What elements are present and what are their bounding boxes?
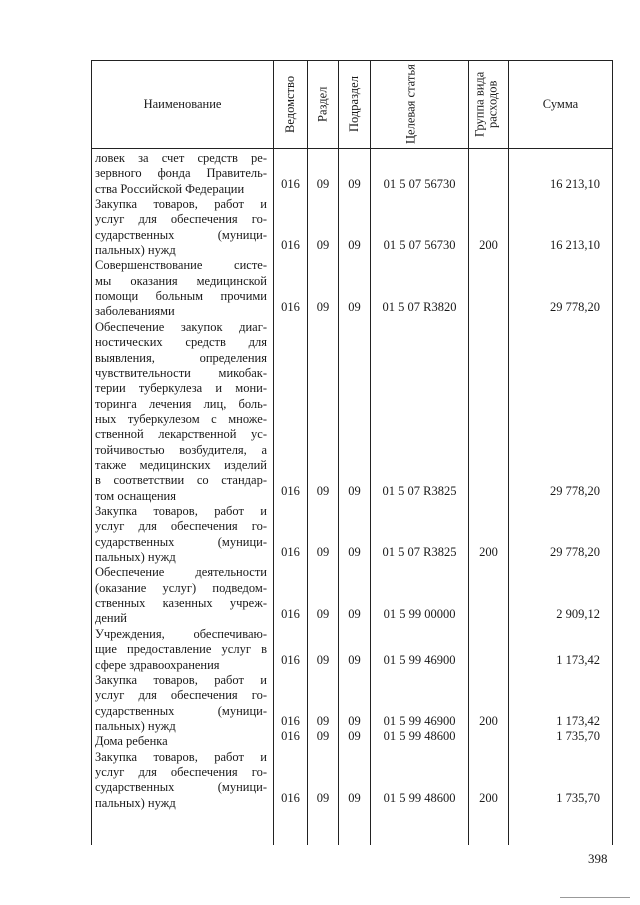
cell-sum: 29 778,20 (550, 483, 600, 498)
row-name-line: Закупка товаров, работ и (95, 197, 267, 212)
cell-group: 200 (479, 238, 498, 253)
cell-target: 01 5 99 46900 (383, 652, 456, 667)
row-name (95, 320, 267, 504)
header-target-text: Целевая статья (403, 64, 418, 145)
row-name-line: Совершенствование систе- (95, 258, 267, 273)
row-name (95, 151, 267, 197)
row-name (95, 627, 267, 673)
cell-section: 09 (316, 606, 330, 621)
cell-section: 09 (316, 713, 330, 728)
cell-subsection: 09 (348, 545, 361, 560)
row-name-line: дений (95, 611, 127, 626)
cell-target: 01 5 99 48600 (383, 790, 456, 805)
page-number: 398 (588, 851, 608, 866)
row-name-line: в соответствии со стандар- (95, 473, 267, 488)
cell-dept: 016 (281, 729, 300, 744)
row-name (95, 258, 267, 319)
row-name-line: чувствительности микобак- (95, 365, 267, 380)
cell-sum: 1 173,42 (556, 713, 600, 728)
cell-dept: 016 (281, 299, 300, 314)
cell-group: 200 (479, 790, 498, 805)
row-name (95, 673, 267, 734)
row-name-line: услуг для обеспечения го- (95, 519, 267, 534)
cell-subsection: 09 (348, 238, 361, 253)
cell-dept: 016 (281, 790, 300, 805)
row-name-line: ловек за счет средств ре- (95, 151, 267, 165)
row-name-line: пальных) нужд (95, 718, 176, 733)
cell-sum: 2 909,12 (556, 606, 600, 621)
cell-dept: 016 (281, 238, 300, 253)
cell-section: 09 (316, 483, 330, 498)
cell-sum: 29 778,20 (550, 299, 600, 314)
row-name-line: сударственных (муници- (95, 780, 267, 795)
header-sum (509, 61, 612, 148)
header-dept (274, 61, 307, 148)
cell-section: 09 (316, 729, 330, 744)
row-name-line: Обеспечение закупок диаг- (95, 319, 267, 334)
row-name-line: сударственных (муници- (95, 227, 267, 242)
cell-subsection: 09 (348, 713, 361, 728)
cell-target: 01 5 07 R3820 (382, 299, 457, 314)
row-name-line: услуг для обеспечения го- (95, 688, 267, 703)
row-name-line: пальных) нужд (95, 550, 176, 565)
cell-target: 01 5 07 56730 (383, 238, 456, 253)
row-name (95, 197, 267, 258)
header-section (308, 61, 338, 148)
cell-target: 01 5 99 46900 (383, 713, 456, 728)
col-border-0 (91, 60, 92, 845)
cell-sum: 1 173,42 (556, 652, 600, 667)
row-name-line: Обеспечение деятельности (95, 565, 267, 580)
row-name-line: зервного фонда Правитель- (95, 166, 267, 181)
footer-rule (560, 897, 630, 898)
cell-sum: 1 735,70 (556, 790, 600, 805)
row-name-line: услуг для обеспечения го- (95, 764, 267, 779)
row-name-line: ностических средств для (95, 335, 267, 350)
row-name-line: сударственных (муници- (95, 534, 267, 549)
cell-dept: 016 (281, 483, 300, 498)
cell-subsection: 09 (348, 299, 361, 314)
cell-subsection: 09 (348, 483, 361, 498)
header-subsection (339, 61, 370, 148)
row-name-line: Закупка товаров, работ и (95, 749, 267, 764)
cell-subsection: 09 (348, 606, 361, 621)
row-name-line: также медицинских изделий (95, 457, 267, 472)
cell-target: 01 5 99 48600 (383, 729, 456, 744)
cell-target: 01 5 99 00000 (383, 606, 456, 621)
cell-target: 01 5 07 R3825 (382, 483, 457, 498)
cell-target: 01 5 07 R3825 (382, 545, 457, 560)
cell-subsection: 09 (348, 729, 361, 744)
row-name-line: Закупка товаров, работ и (95, 504, 267, 519)
cell-group: 200 (479, 713, 498, 728)
row-name-line: пальных) нужд (95, 243, 176, 258)
cell-sum: 29 778,20 (550, 545, 600, 560)
cell-group: 200 (479, 545, 498, 560)
header-name (92, 61, 273, 148)
row-name (95, 504, 267, 565)
row-name (95, 750, 267, 811)
row-name-line: Дома ребенка (95, 734, 168, 749)
header-group (469, 61, 508, 148)
header-dept-text: Ведомство (283, 75, 297, 134)
cell-section: 09 (316, 238, 330, 253)
cell-section: 09 (316, 176, 330, 191)
header-subsection-text: Подраздел (347, 76, 361, 133)
header-name-text: Наименование (143, 97, 222, 111)
cell-subsection: 09 (348, 790, 361, 805)
cell-dept: 016 (281, 176, 300, 191)
row-name-line: торинга лечения лиц, боль- (95, 396, 267, 411)
header-group-text: Группа вида расходов (472, 71, 500, 138)
cell-dept: 016 (281, 713, 300, 728)
row-name-line: заболеваниями (95, 304, 175, 319)
row-name-line: сфере здравоохранения (95, 657, 220, 672)
row-name-line: ных туберкулезом с множе- (95, 411, 267, 426)
col-border-7 (612, 60, 613, 845)
header-sum-text: Сумма (542, 97, 579, 111)
row-name-line: мы оказания медицинской (95, 273, 267, 288)
row-name-line: помощи больным прочими (95, 289, 267, 304)
row-name-line: услуг для обеспечения го- (95, 212, 267, 227)
cell-sum: 16 213,10 (550, 238, 600, 253)
row-name-line: терии туберкулеза и мони- (95, 381, 267, 396)
header-section-text: Раздел (315, 86, 330, 123)
row-name-line: Закупка товаров, работ и (95, 672, 267, 687)
row-name-line: (оказание услуг) подведом- (95, 580, 267, 595)
cell-sum: 1 735,70 (556, 729, 600, 744)
header-bottom-border (91, 148, 613, 149)
row-name (95, 565, 267, 626)
cell-dept: 016 (281, 606, 300, 621)
cell-section: 09 (316, 652, 330, 667)
row-name-line: выявления, определения (95, 350, 267, 365)
row-name-line: тойчивостью возбудителя, а (95, 442, 267, 457)
cell-section: 09 (316, 790, 330, 805)
row-name-line: ства Российской Федерации (95, 181, 245, 196)
header-target (371, 61, 468, 148)
cell-section: 09 (316, 299, 330, 314)
cell-sum: 16 213,10 (550, 176, 600, 191)
cell-dept: 016 (281, 652, 300, 667)
cell-dept: 016 (281, 545, 300, 560)
row-name-line: щие предоставление услуг в (95, 642, 267, 657)
row-name-line: том оснащения (95, 488, 176, 503)
row-name (95, 734, 267, 749)
cell-target: 01 5 07 56730 (383, 176, 456, 191)
cell-section: 09 (316, 545, 330, 560)
row-name-line: сударственных (муници- (95, 703, 267, 718)
cell-subsection: 09 (348, 176, 361, 191)
cell-subsection: 09 (348, 652, 361, 667)
row-name-line: Учреждения, обеспечиваю- (95, 626, 267, 641)
row-name-line: ственных казенных учреж- (95, 596, 267, 611)
row-name-line: пальных) нужд (95, 795, 176, 810)
row-name-line: ственной лекарственной ус- (95, 427, 267, 442)
